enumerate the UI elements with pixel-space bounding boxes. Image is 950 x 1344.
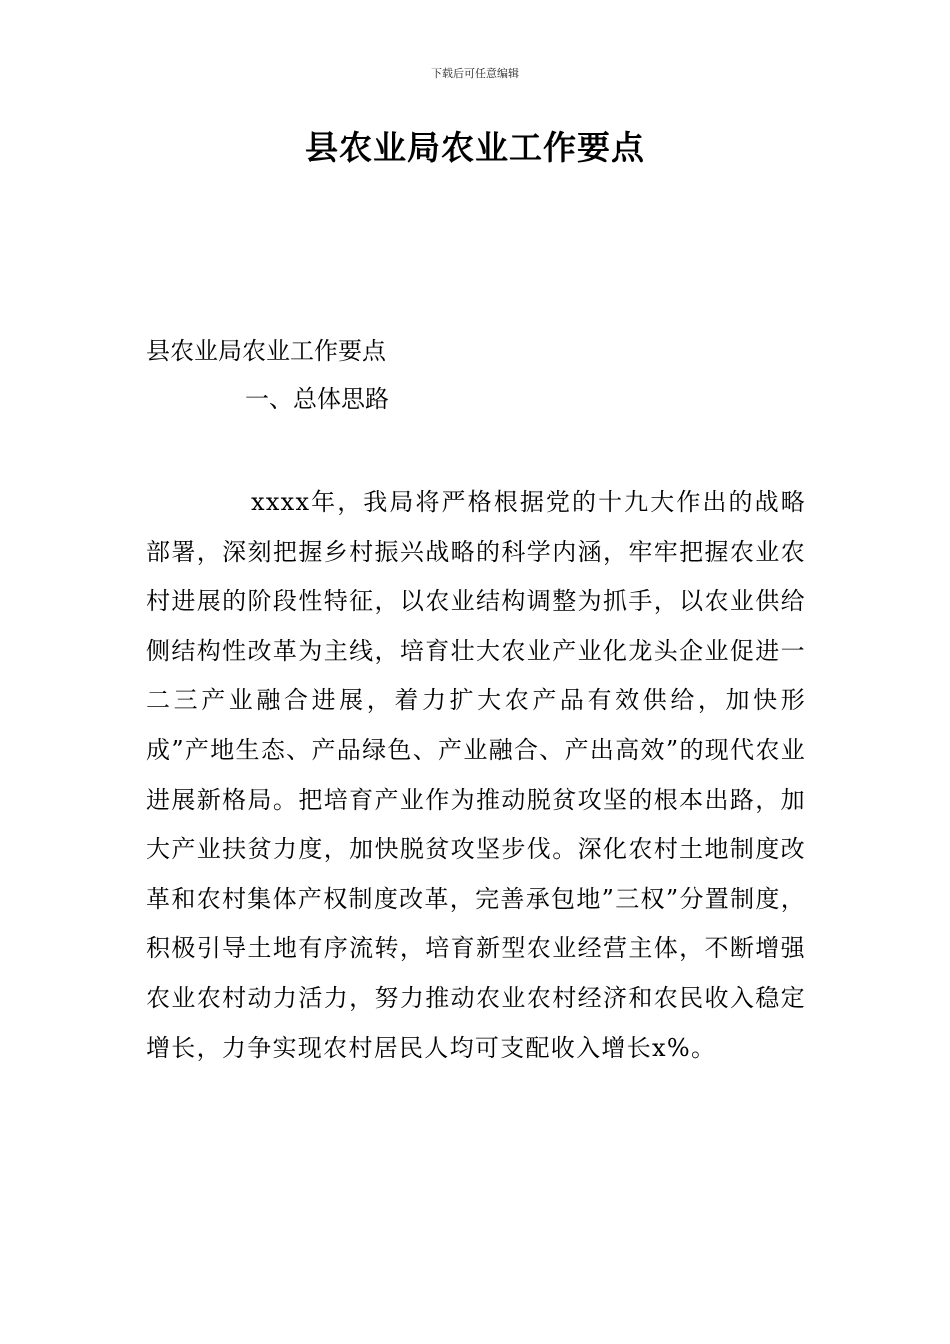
document-subtitle: 县农业局农业工作要点: [146, 337, 386, 365]
section-heading: 一、总体思路: [245, 385, 389, 413]
header-note: 下载后可任意编辑: [431, 67, 519, 80]
body-paragraph: xxxx年，我局将严格根据党的十九大作出的战略部署，深刻把握乡村振兴战略的科学内涵，牢牢把握农业农村进展的阶段性特征，以农业结构调整为抓手，以农业供给侧结构性改革为主线，培育壮大农业产业化龙头企业促进一二三产业融合进展，着力扩大农产品有效供给，加快形成”产地生态、产品绿色、产业融合、产出高效”的现代农业进展新格局。把培育产业作为推动脱贫攻坚的根本出路，加大产业扶贫力度，加快脱贫攻坚步伐。深化农村土地制度改革和农村集体产权制度改革，完善承包地”三权”分置制度，积极引导土地有序流转，培育新型农业经营主体，不断增强农业农村动力活力，努力推动农业农村经济和农民收入稳定增长，力争实现农村居民人均可支配收入增长x%。: [146, 488, 806, 1062]
document-title: 县农业局农业工作要点: [305, 128, 645, 167]
